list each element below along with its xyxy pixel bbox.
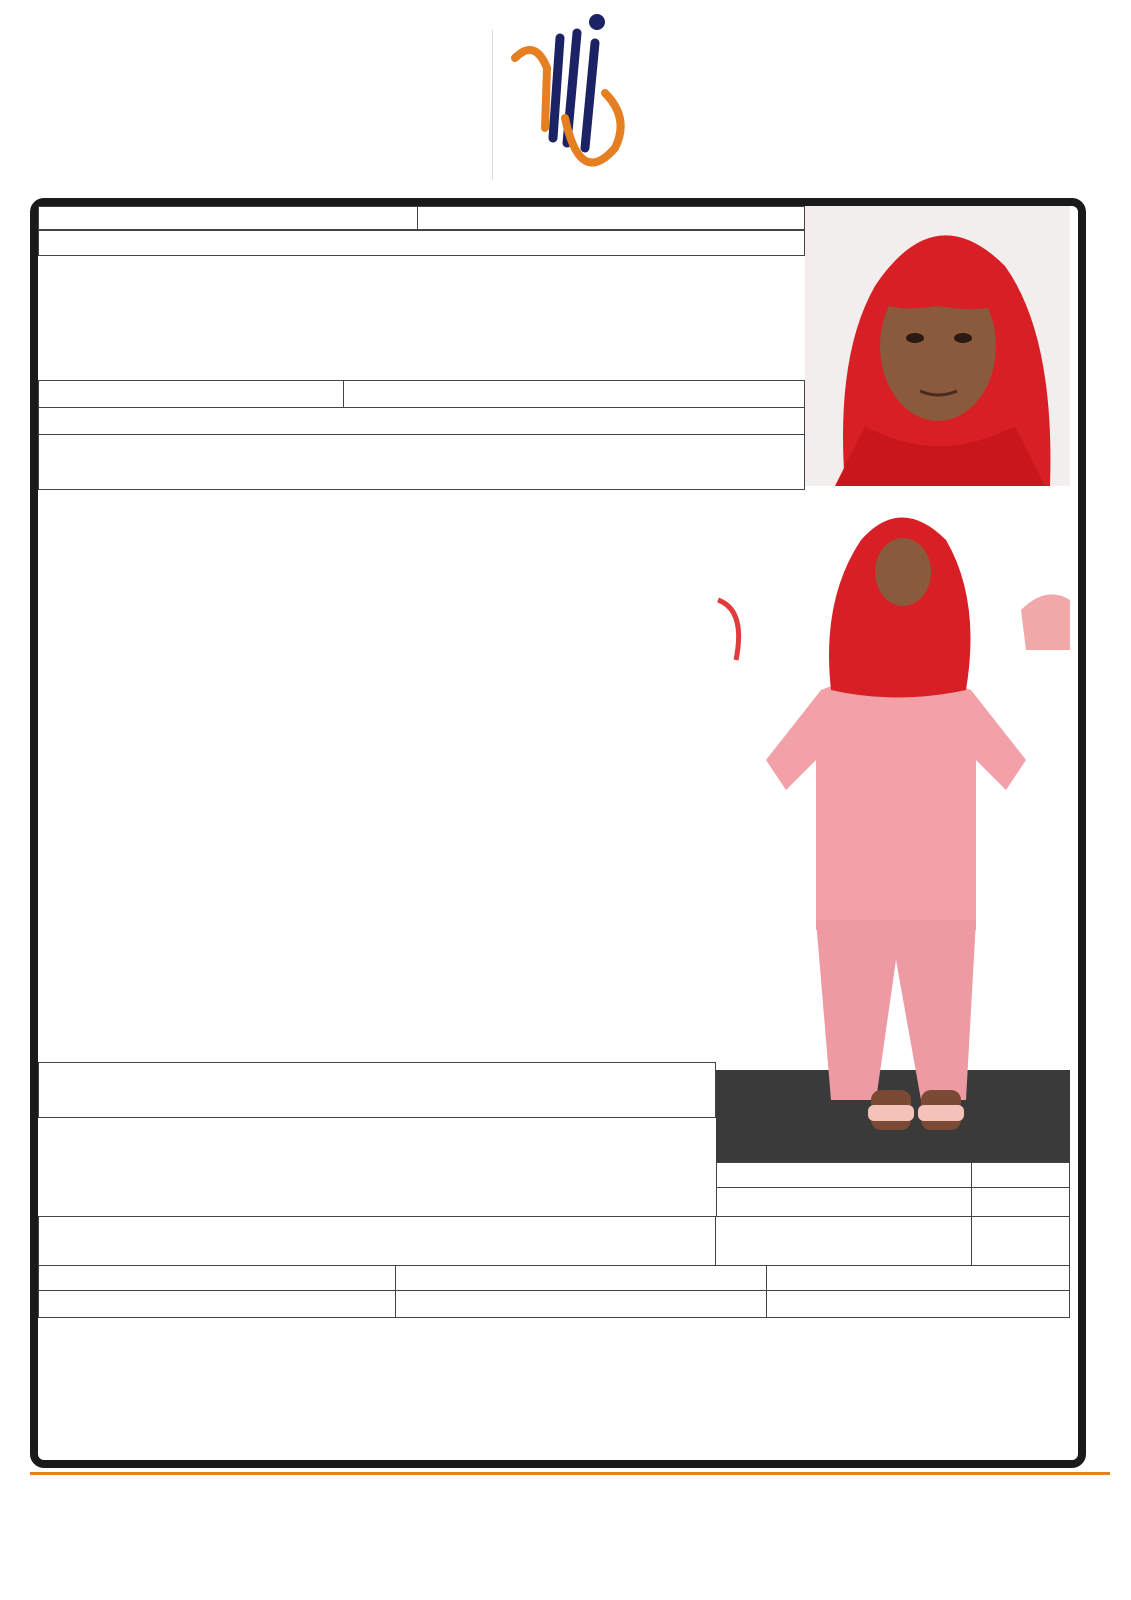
applicant-headshot <box>805 206 1070 486</box>
country-extra-cell <box>766 1265 1070 1291</box>
name-sp-cell <box>716 1187 972 1217</box>
brand-emblem-icon <box>505 8 635 178</box>
previous-side-cell <box>715 1216 972 1266</box>
previous-side-cell-2 <box>971 1216 1070 1266</box>
mobile-cell <box>38 206 418 230</box>
period-value-cell <box>395 1290 767 1318</box>
applicant-full-photo <box>716 490 1070 1163</box>
language-title-cell <box>38 1062 716 1118</box>
date-selected-cell <box>716 1162 972 1188</box>
previous-title-cell <box>38 1216 716 1266</box>
spacer-row <box>38 407 805 435</box>
employment-row <box>38 230 805 256</box>
footer-divider <box>30 1472 1110 1475</box>
name-value-cell <box>343 380 805 408</box>
name-label-cell <box>38 380 344 408</box>
details-title-cell <box>38 434 805 490</box>
mobile-value-cell <box>417 206 805 230</box>
date-selected-value-cell <box>971 1162 1070 1188</box>
period-label-cell <box>38 1290 396 1318</box>
header-divider <box>492 30 493 180</box>
period-extra-cell <box>766 1290 1070 1318</box>
country-label-cell <box>38 1265 396 1291</box>
country-value-cell <box>395 1265 767 1291</box>
name-sp-value-cell <box>971 1187 1070 1217</box>
